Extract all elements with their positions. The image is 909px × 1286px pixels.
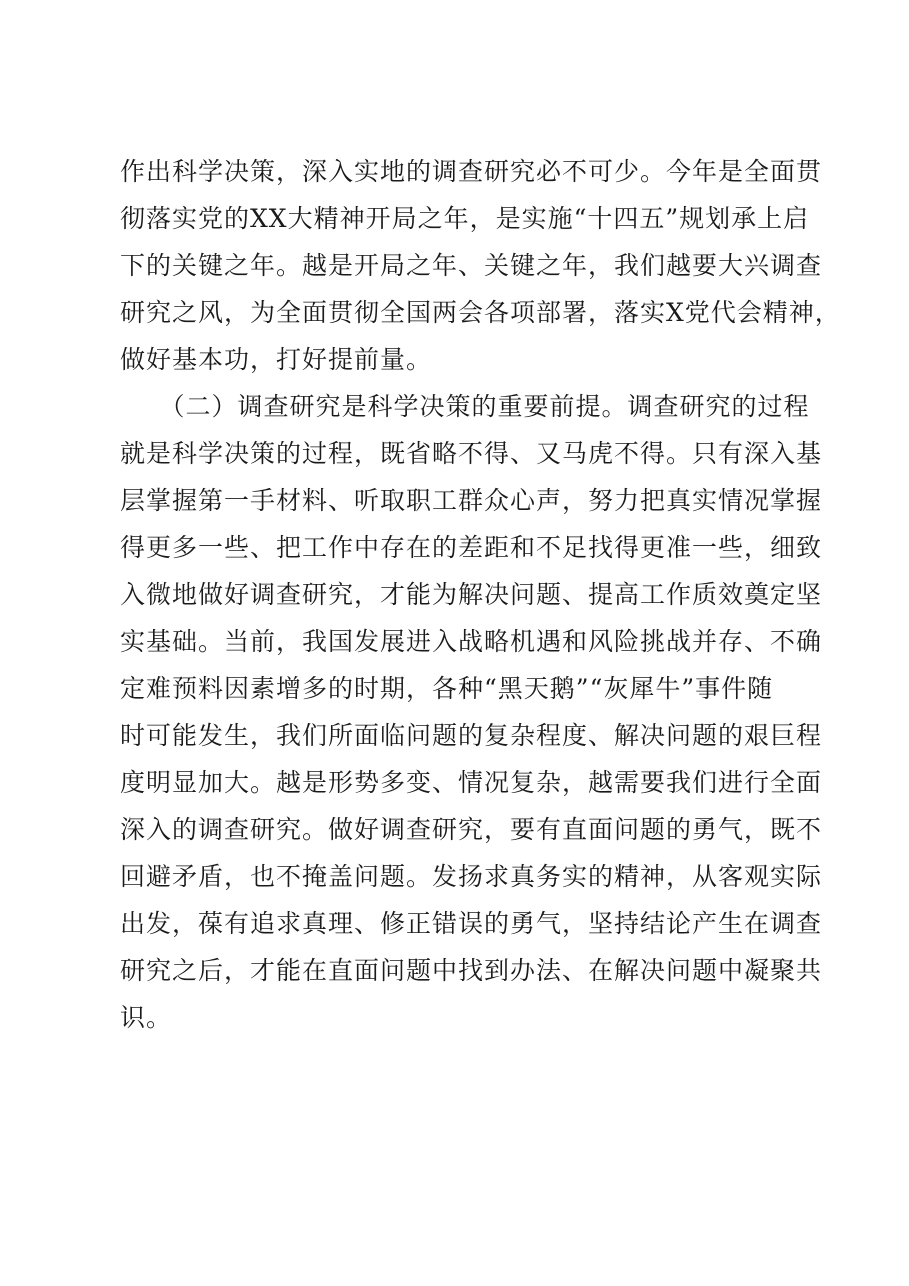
text-line: 层掌握第一手材料、听取职工群众心声，努力把真实情况掌握 [120, 486, 823, 515]
text-line: （二）调查研究是科学决策的重要前提。调查研究的过程 [120, 392, 810, 421]
text-line: 就是科学决策的过程，既省略不得、又马虎不得。只有深入基 [120, 439, 823, 468]
text-line: 识。 [120, 1003, 173, 1032]
text-line: 时可能发生，我们所面临问题的复杂程度、解决问题的艰巨程 [120, 721, 823, 750]
document-body [120, 148, 841, 1041]
text-line: 度明显加大。越是形势多变、情况复杂，越需要我们进行全面 [120, 768, 823, 797]
text-line: 定难预料因素增多的时期，各种“黑天鹅”“灰犀牛”事件随 [120, 674, 774, 703]
text-line: 彻落实党的XX大精神开局之年，是实施“十四五”规划承上启 [120, 204, 810, 233]
paragraph-1 [120, 148, 841, 383]
text-line: 深入的调查研究。做好调查研究，要有直面问题的勇气，既不 [120, 815, 823, 844]
text-line: 研究之风，为全面贯彻全国两会各项部署，落实X党代会精神， [120, 298, 841, 327]
text-line: 做好基本功，打好提前量。 [120, 345, 433, 374]
paragraph-2 [120, 383, 823, 1041]
text-line: 入微地做好调查研究，才能为解决问题、提高工作质效奠定坚 [120, 580, 823, 609]
text-line: 作出科学决策，深入实地的调查研究必不可少。今年是全面贯 [120, 157, 823, 186]
text-line: 实基础。当前，我国发展进入战略机遇和风险挑战并存、不确 [120, 627, 823, 656]
text-line: 得更多一些、把工作中存在的差距和不足找得更准一些，细致 [120, 533, 823, 562]
text-line: 研究之后，才能在直面问题中找到办法、在解决问题中凝聚共 [120, 956, 823, 985]
text-line: 下的关键之年。越是开局之年、关键之年，我们越要大兴调查 [120, 251, 823, 280]
text-line: 出发，葆有追求真理、修正错误的勇气，坚持结论产生在调查 [120, 909, 823, 938]
text-line: 回避矛盾，也不掩盖问题。发扬求真务实的精神，从客观实际 [120, 862, 823, 891]
